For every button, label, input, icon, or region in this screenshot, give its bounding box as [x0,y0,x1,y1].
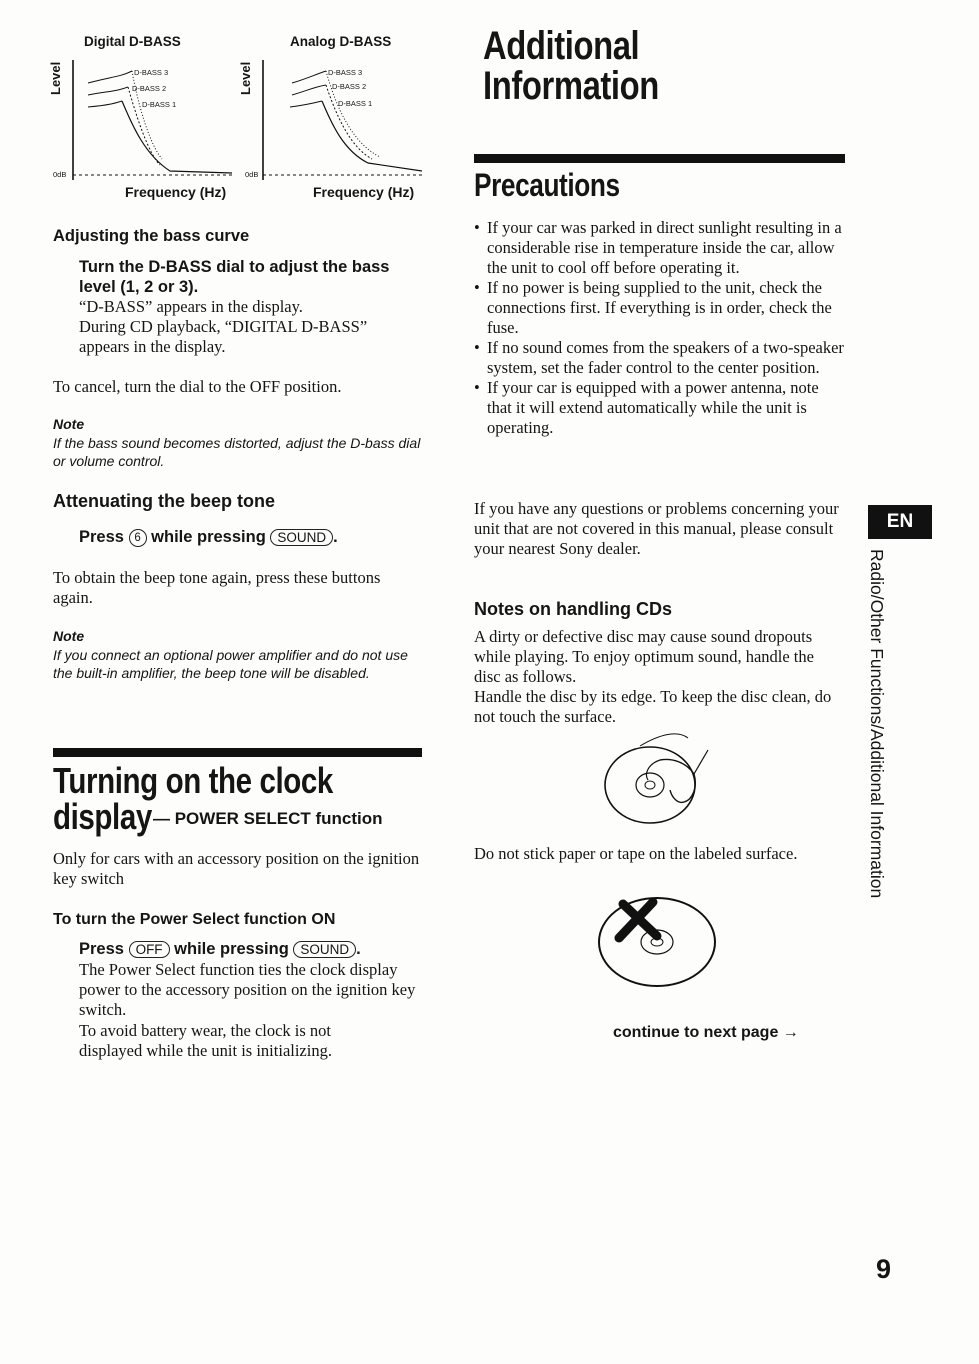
bass-curve-heading: Adjusting the bass curve [53,227,250,245]
digital-dbass-graph-title: Digital D-BASS [84,34,181,49]
clock-line-2: To avoid battery wear, the clock is not displayed while the unit is initializing. [79,1021,332,1060]
questions-text: If you have any questions or problems concerning your unit that are not covered in this manual, please consult your nearest Sony dealer. [474,499,839,558]
cds-text-1: A dirty or defective disc may cause sound dropouts while playing. To enjoy optimum sound, handle the disc as follows. [474,627,814,686]
bass-note-text: If the bass sound becomes distorted, adjust the D-bass dial or volume control. [53,435,421,469]
bass-curve-line-2: During CD playback, “DIGITAL D-BASS” appears in the display. [79,317,368,356]
language-tab-en: EN [868,505,932,539]
digital-dbass-graph [50,55,240,185]
analog-x-axis-label: Frequency (Hz) [313,184,415,200]
section-side-label: Radio/Other Functions/Additional Information [867,549,887,899]
off-button-icon: OFF [129,941,170,958]
digital-x-axis-label: Frequency (Hz) [125,184,227,200]
precaution-item: • If no power is being supplied to the unit, check the connections first. If everything is in order, check the fuse. [474,278,846,338]
clock-intro: Only for cars with an accessory position on the ignition key switch [53,849,420,888]
page-number: 9 [876,1254,892,1284]
clock-subheading: To turn the Power Select function ON [53,911,336,928]
precaution-item: • If your car is equipped with a power antenna, note that it will extend automatically while the unit is operating. [474,378,846,438]
bass-curve-cancel: To cancel, turn the dial to the OFF position. [53,377,342,396]
bass-curve-line-1: “D-BASS” appears in the display. [79,297,303,316]
precautions-rule [474,154,845,163]
beep-note-text: If you connect an optional power amplifier and do not use the built-in amplifier, the beep tone will be disabled. [53,647,408,681]
digital-y-axis-label: Level [48,61,63,95]
clock-title-line-1: Turning on the clock [53,760,333,801]
analog-zero-db-label: 0dB [245,170,259,179]
cds-heading: Notes on handling CDs [474,599,672,619]
beep-instruction: Press 6 while pressing SOUND . [79,528,338,546]
clock-title-line-2 [53,796,383,838]
digital-zero-db-label: 0dB [53,170,67,179]
clock-line-1: The Power Select function ties the clock display power to the accessory position on the ignition key switch. [79,960,416,1019]
clock-title-suffix: — POWER SELECT function [153,809,383,828]
clock-instruction: Press OFF while pressing SOUND . [79,940,361,958]
clock-title-display: display [53,796,152,837]
disc-handling-illustration [600,730,730,830]
bass-curve-step: Turn the D-BASS dial to adjust the bass level (1, 2 or 3). [79,258,390,296]
clock-while-pressing: while pressing [174,940,289,958]
additional-info-title-1: Additional [483,24,640,68]
analog-curve-2-label: D-BASS 2 [332,82,367,91]
additional-info-title-2: Information [483,64,659,108]
precaution-item: • If your car was parked in direct sunlight resulting in a considerable rise in temperature inside the car, allow the unit to cool off before operating it. [474,218,846,278]
beep-while-pressing: while pressing [151,528,266,546]
analog-curve-1-label: D-BASS 1 [338,99,373,108]
precautions-heading: Precautions [474,167,620,203]
bass-note-label: Note [53,416,85,432]
continue-next-page: continue to next page → [613,1024,799,1041]
digital-curve-1-label: D-BASS 1 [142,100,177,109]
precautions-list [474,218,846,438]
beep-note-label: Note [53,628,85,644]
analog-curve-3-label: D-BASS 3 [328,68,363,77]
clock-section-rule [53,748,422,757]
sound-button-icon-2: SOUND [293,941,356,958]
digital-curve-2-label: D-BASS 2 [132,84,167,93]
beep-text: To obtain the beep tone again, press these buttons again. [53,568,381,607]
cds-text-3: Do not stick paper or tape on the labeled surface. [474,844,798,863]
no-tape-disc-illustration [595,890,725,990]
button-6-icon: 6 [129,529,147,547]
analog-dbass-graph-title: Analog D-BASS [290,34,392,49]
analog-y-axis-label: Level [238,61,253,95]
precaution-item: • If no sound comes from the speakers of a two-speaker system, set the fader control to the center position. [474,338,846,378]
beep-press-word: Press [79,528,124,546]
digital-curve-3-label: D-BASS 3 [134,68,169,77]
cds-text-2: Handle the disc by its edge. To keep the disc clean, do not touch the surface. [474,687,832,726]
beep-heading: Attenuating the beep tone [53,491,275,511]
sound-button-icon: SOUND [270,529,333,546]
clock-press-word: Press [79,940,124,958]
analog-dbass-graph [240,55,430,185]
